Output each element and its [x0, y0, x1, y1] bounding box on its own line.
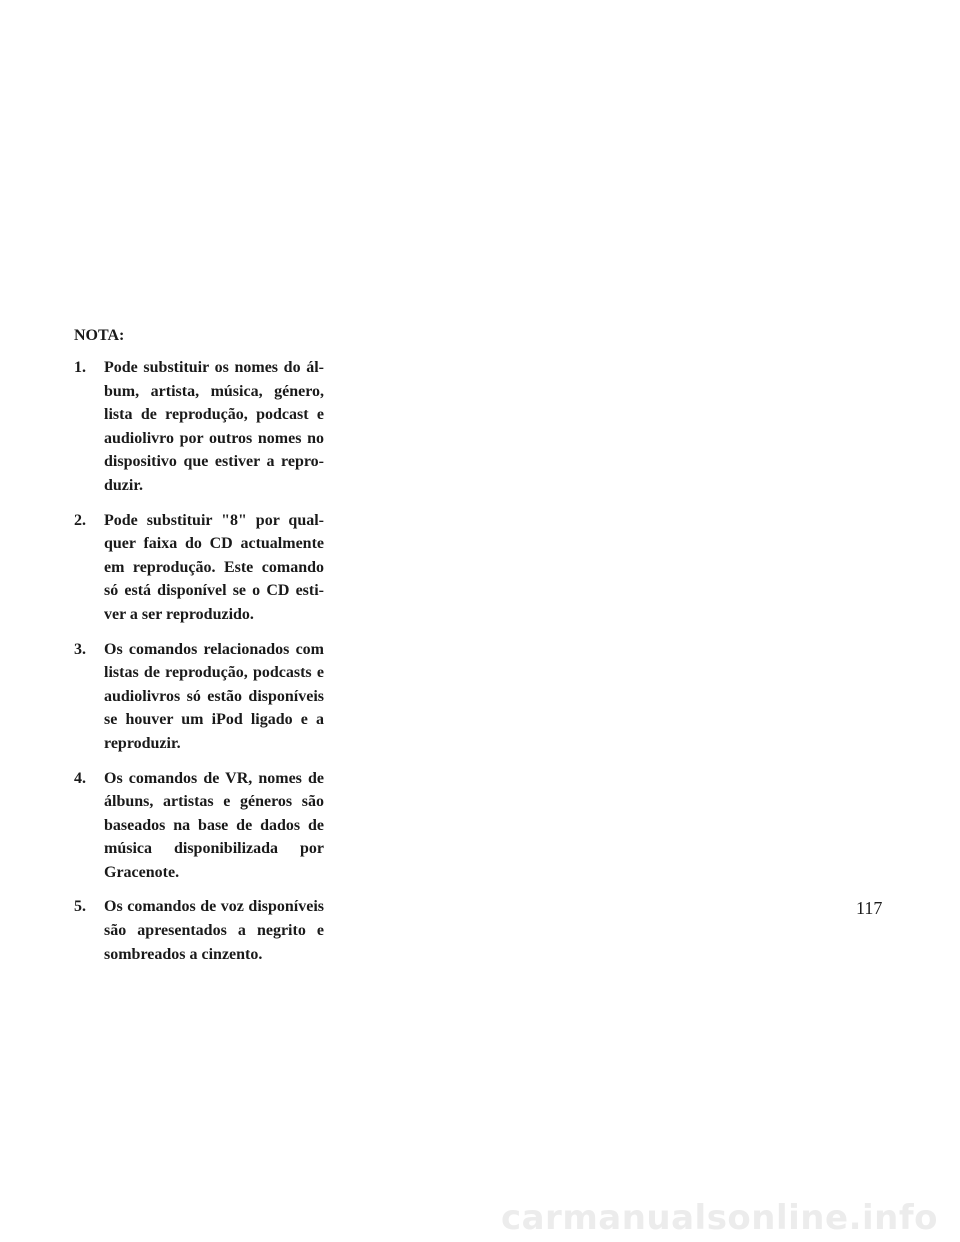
watermark: carmanualsonline.info — [500, 1198, 938, 1238]
note-number: 2. — [74, 511, 86, 529]
note-number: 1. — [74, 359, 86, 376]
note-number: 5. — [74, 898, 86, 916]
note-list — [74, 356, 324, 966]
note-text: Os comandos de voz disponíveis são apresentados a negrito e sombreados a cinzento. — [104, 898, 324, 963]
page-number: 117 — [856, 898, 883, 918]
note-item-1 — [74, 356, 324, 498]
note-item-3 — [74, 638, 324, 756]
note-number: 4. — [74, 769, 86, 787]
note-number: 3. — [74, 640, 86, 658]
note-text: Pode substituir "8" por qualquer faixa do CD actualmente em reprodução. Este comando só está disponível se o CD estiver a ser reproduzido. — [104, 511, 324, 623]
note-item-4 — [74, 767, 324, 885]
note-heading: NOTA: — [74, 327, 125, 344]
note-text: Os comandos relacionados com listas de reprodução, podcasts e audiolivros só estão disponíveis se houver um iPod ligado e a reproduzir. — [104, 640, 324, 752]
note-item-5 — [74, 895, 324, 966]
note-item-2 — [74, 509, 324, 627]
note-text: Os comandos de VR, nomes de álbuns, artistas e géneros são baseados na base de dados de música disponibilizada por Gracenote. — [104, 769, 324, 881]
note-text: Pode substituir os nomes do álbum, artista, música, género, lista de reprodução, podcast e audiolivro por outros nomes no dispositivo que estiver a reproduzir. — [104, 359, 324, 494]
note-section — [74, 324, 324, 977]
